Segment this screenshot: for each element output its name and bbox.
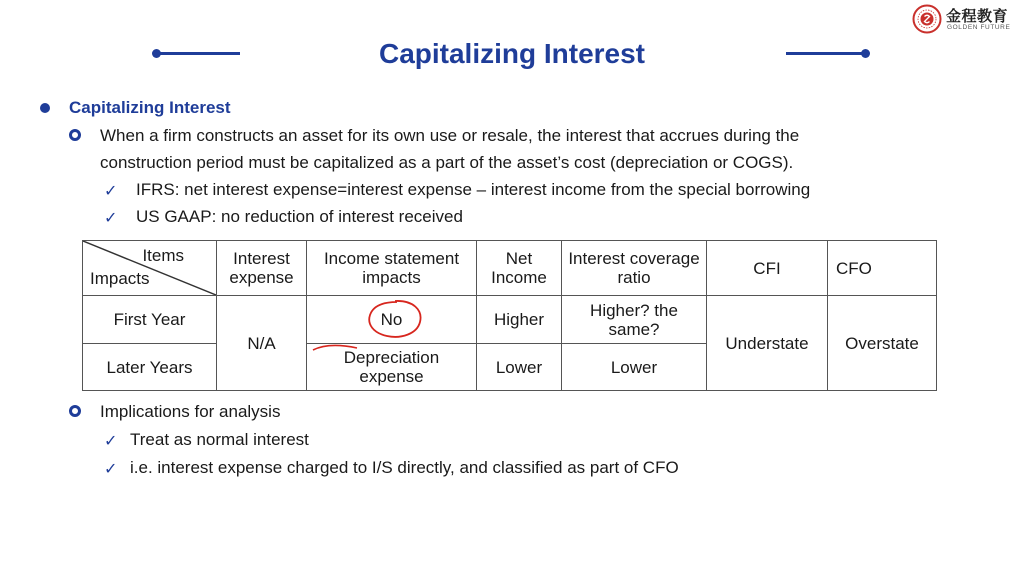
red-underline-annotation [313,343,357,353]
checkmark-icon: ✓ [104,433,118,450]
corner-header-cell [83,241,217,296]
cell-cfo: Overstate [828,296,937,391]
ring-bullet-icon [69,129,81,141]
header-income-statement: Income statement impacts [307,241,477,296]
cell-coverage-first-year: Higher? the same? [562,296,707,344]
corner-label-impacts: Impacts [90,269,150,288]
circled-answer [381,310,403,329]
check-us-gaap: US GAAP: no reduction of interest received [136,207,463,226]
row-label-first-year: First Year [83,296,217,344]
income-later-years-text: Depreciation expense [343,348,440,386]
header-net-income: Net Income [477,241,562,296]
point1-line2: construction period must be capitalized as a part of the asset’s cost (depreciation or COGS). [100,153,794,172]
cell-net-income-later-years: Lower [477,344,562,391]
golden-future-logo [912,3,1020,35]
bullet-dot-icon [40,103,50,113]
logo-english-text: GOLDEN FUTURE [947,24,1011,31]
header-cfo: CFO [828,241,937,296]
cell-interest-expense: N/A [217,296,307,391]
corner-label-items: Items [142,246,184,265]
checkmark-icon: ✓ [104,461,118,478]
cell-income-first-year [307,296,477,344]
table-row [83,296,937,344]
income-first-year-text: No [380,310,403,329]
row-label-later-years: Later Years [83,344,217,391]
cell-cfi: Understate [707,296,828,391]
table-header-row [83,241,937,296]
logo-chinese-text: 金程教育 [946,8,1009,25]
slide-title: Capitalizing Interest [378,38,646,69]
impact-table [82,240,937,391]
header-cfi: CFI [707,241,828,296]
ring-bullet-icon [69,405,81,417]
header-coverage-ratio: Interest coverage ratio [562,241,707,296]
point2-text: Implications for analysis [100,402,281,421]
check-cfo: i.e. interest expense charged to I/S directly, and classified as part of CFO [130,458,679,477]
logo-seal-icon [912,4,942,34]
check-normal-interest: Treat as normal interest [130,430,309,449]
checkmark-icon: ✓ [104,183,118,200]
header-interest-expense: Interest expense [217,241,307,296]
cell-net-income-first-year: Higher [477,296,562,344]
bullet-heading: Capitalizing Interest [69,98,231,117]
point1-line1: When a firm constructs an asset for its own use or resale, the interest that accrues during the [100,126,800,145]
depreciation-wrapper [311,348,472,386]
red-circle-annotation [365,298,425,340]
cell-coverage-later-years: Lower [562,344,707,391]
check-ifrs: IFRS: net interest expense=interest expense – interest income from the special borrowing [136,180,811,199]
checkmark-icon: ✓ [104,210,118,227]
cell-income-later-years [307,344,477,391]
